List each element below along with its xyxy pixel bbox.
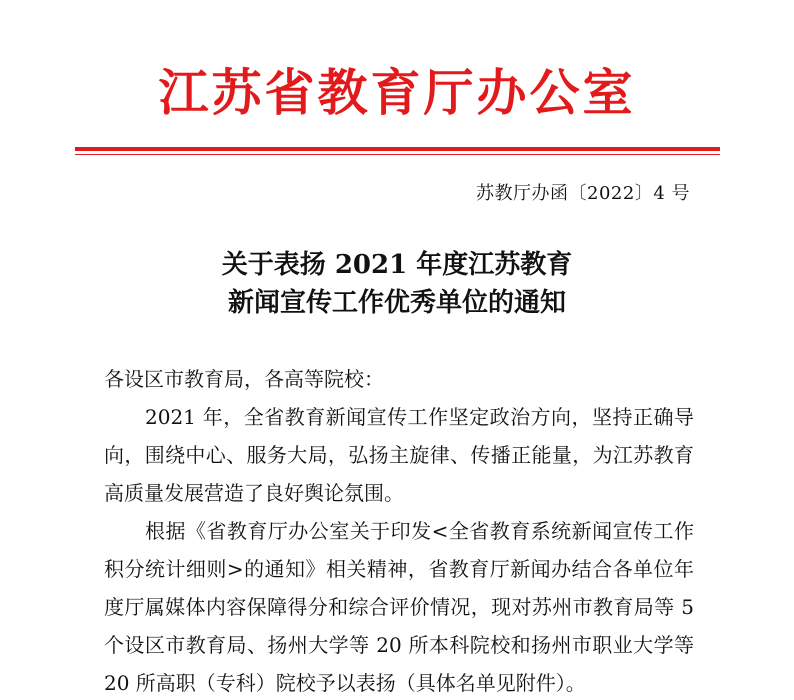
organization-header: 江苏省教育厅办公室 (158, 64, 636, 122)
document-title-line-2: 新闻宣传工作优秀单位的通知 (227, 288, 566, 318)
document-title-line-1: 关于表扬 2021 年度江苏教育 (221, 250, 573, 280)
header-rule-thin (75, 154, 720, 155)
paragraph-1: 2021 年，全省教育新闻宣传工作坚定政治方向，坚持正确导向，围绕中心、服务大局，弘扬主旋律、传播正能量，为江苏教育高质量发展营造了良好舆论氛围。 (104, 405, 694, 505)
document-body (104, 360, 694, 700)
paragraph-2: 根据《省教育厅办公室关于印发<全省教育系统新闻宣传工作积分统计细则>的通知》相关精神，省教育厅新闻办结合各单位年度厅属媒体内容保障得分和综合评价情况，现对苏州市教育局等 5 个设区市教育局、扬州大学等 20 所本科院校和扬州市职业大学等 20 所高职（专科）院校予以表扬（具体名单见附件）。 (104, 519, 694, 695)
header-rule-thick (75, 147, 720, 151)
salutation: 各设区市教育局，各高等院校： (104, 367, 384, 391)
document-number: 苏教厅办函〔2022〕4 号 (476, 183, 690, 204)
document-title (0, 246, 794, 322)
